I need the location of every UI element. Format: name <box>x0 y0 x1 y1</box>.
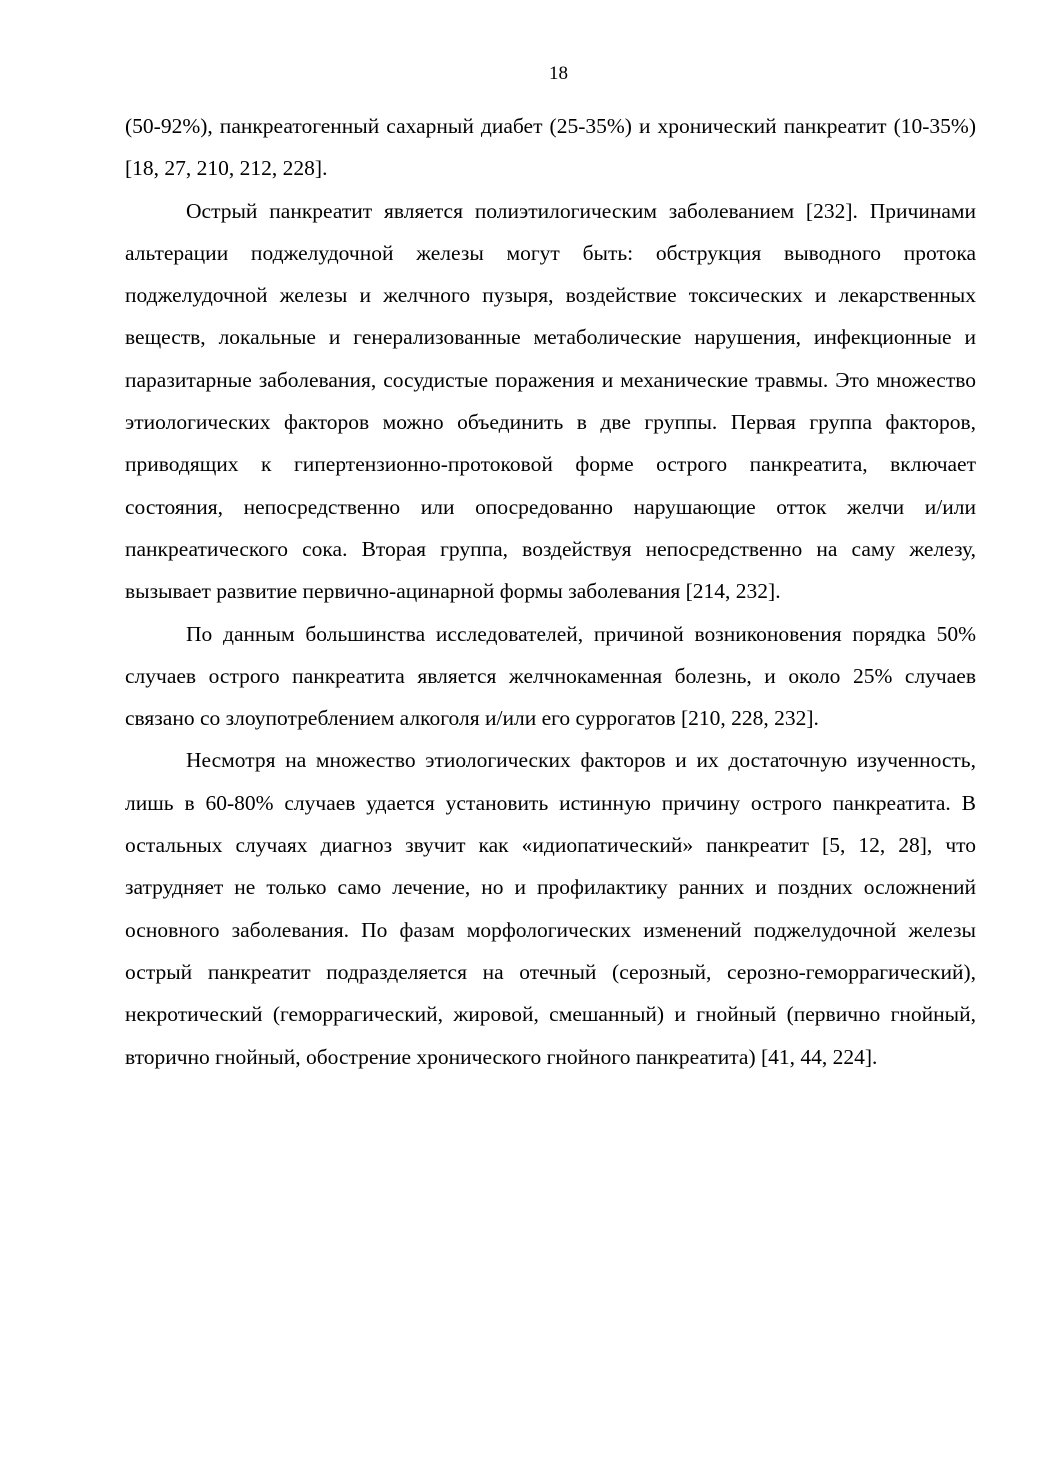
page-number: 18 <box>549 63 568 84</box>
paragraph-classification: Несмотря на множество этиологических факторов и их достаточную изученность, лишь в 60-80% случаев удается установить истинную причину острого панкреатита. В остальных случаях диагноз звучит как «идиопатический» панкреатит [5, 12, 28], что затрудняет не только само лечение, но и профилактику ранних и поздних осложнений основного заболевания. По фазам морфологических изменений поджелудочной железы острый панкреатит подразделяется на отечный (серозный, серозно-геморрагический), некротический (геморрагический, жировой, смешанный) и гнойный (первично гнойный, вторично гнойный, обострение хронического гнойного панкреатита) [41, 44, 224]. <box>125 748 976 1069</box>
body-text <box>125 105 976 1078</box>
paragraph-causes-statistics: По данным большинства исследователей, причиной возниконовения порядка 50% случаев острого панкреатита является желчнокаменная болезнь, и около 25% случаев связано со злоупотреблением алкоголя и/или его суррогатов [210, 228, 232]. <box>125 621 976 731</box>
paragraph-etiology: Острый панкреатит является полиэтилогическим заболеванием [232]. Причинами альтерации поджелудочной железы могут быть: обструкция выводного протока поджелудочной железы и желчного пузыря, воздействие токсических и лекарственных веществ, локальные и генерализованные метаболические нарушения, инфекционные и паразитарные заболевания, сосудистые поражения и механические травмы. Это множество этиологических факторов можно объединить в две группы. Первая группа факторов, приводящих к гипертензионно-протоковой форме острого панкреатита, включает состояния, непосредственно или опосредованно нарушающие отток желчи и/или панкреатического сока. Вторая группа, воздействуя непосредственно на саму железу, вызывает развитие первично-ацинарной формы заболевания [214, 232]. <box>125 198 976 604</box>
paragraph-continuation: (50-92%), панкреатогенный сахарный диабет (25-35%) и хронический панкреатит (10-35%) [18, 27, 210, 212, 228]. <box>125 114 976 181</box>
